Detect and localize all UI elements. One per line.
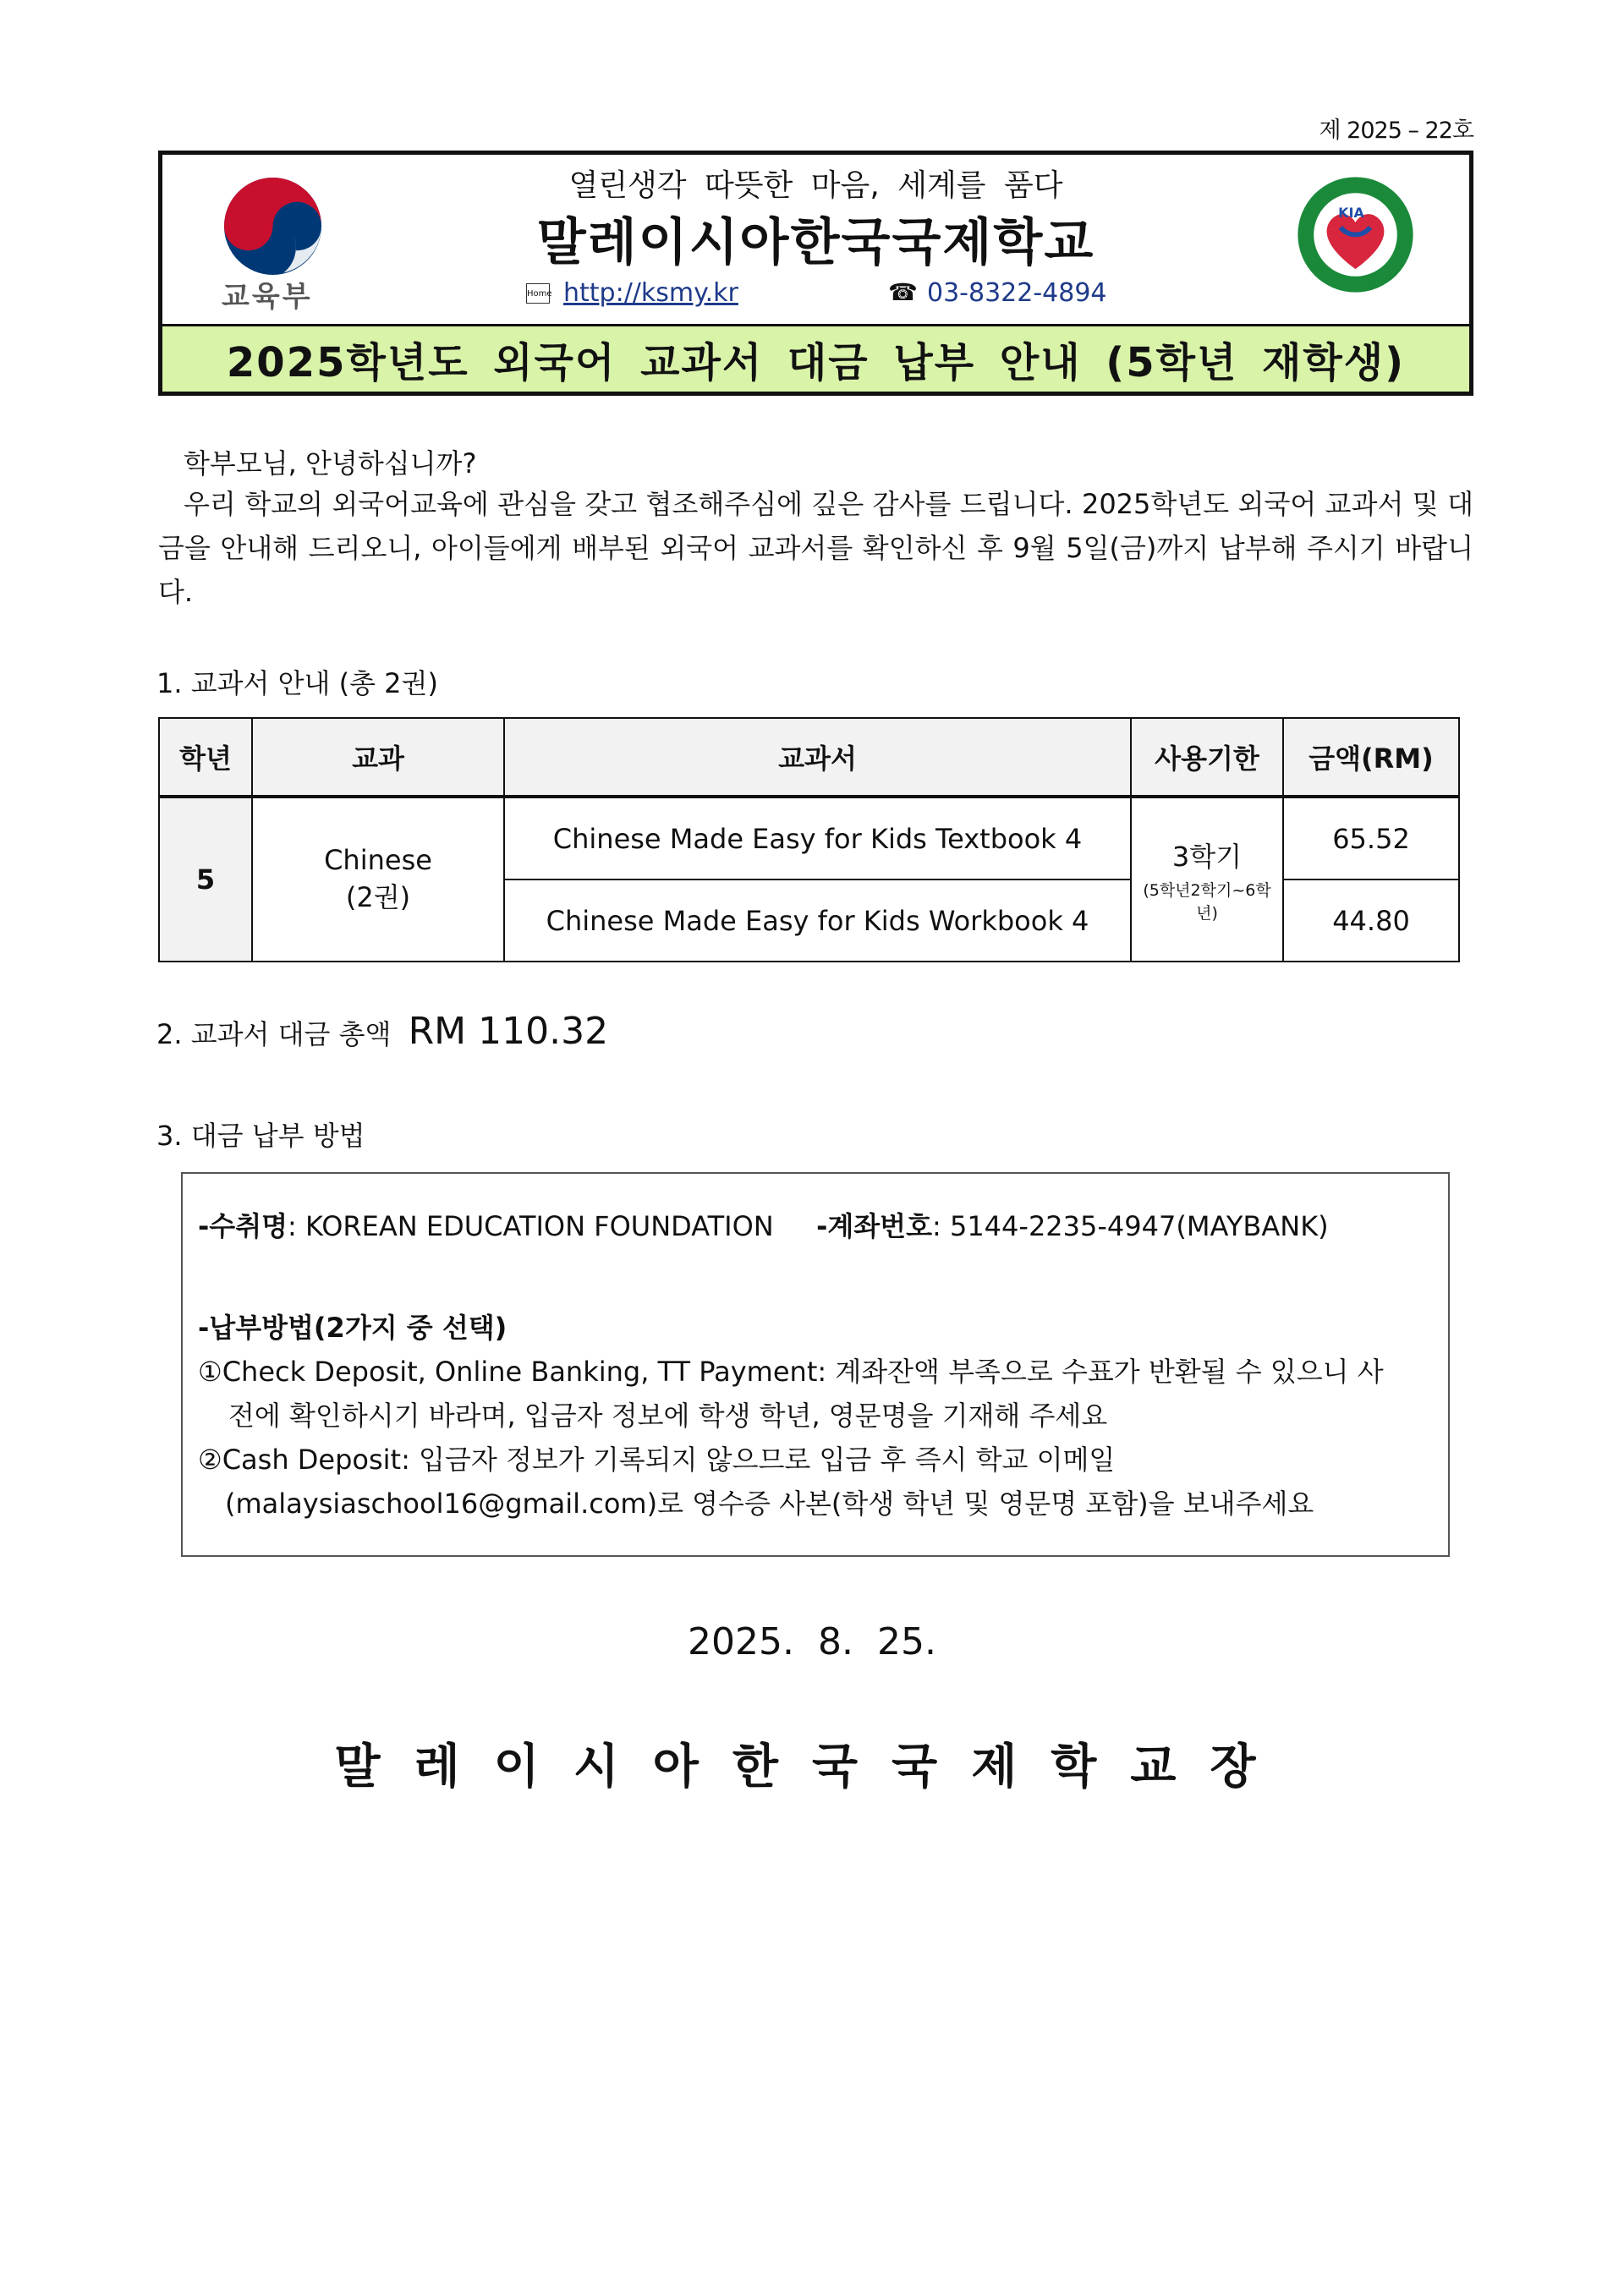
notice-title-banner: 2025학년도 외국어 교과서 대금 납부 안내 (5학년 재학생) — [162, 326, 1469, 392]
payee-label: -수취명 — [198, 1210, 288, 1242]
cell-grade: 5 — [159, 797, 252, 962]
method-1-line-2: 전에 확인하시기 바라며, 입금자 정보에 학생 학년, 영문명을 기재해 주세요 — [228, 1400, 1108, 1432]
letterhead-top — [162, 155, 1469, 327]
school-name: 말레이시아한국국제학교 — [536, 213, 1095, 272]
account-label: -계좌번호 — [816, 1210, 932, 1242]
total-amount: RM 110.32 — [408, 1010, 609, 1053]
home-icon: Home — [526, 283, 550, 304]
cell-book-title: Chinese Made Easy for Kids Workbook 4 — [504, 879, 1131, 962]
header-period: 사용기한 — [1131, 718, 1283, 797]
school-emblem-logo — [1294, 173, 1417, 296]
intro-paragraph — [158, 482, 1473, 614]
greeting-text: 학부모님, 안녕하십니까? — [184, 447, 477, 479]
principal-signature: 말레이시아한국국제학교장 — [334, 1740, 1290, 1795]
svg-text:KIA: KIA — [1338, 205, 1364, 222]
issue-date: 2025. 8. 25. — [688, 1620, 936, 1663]
method-2-line-2: (malaysiaschool16@gmail.com)로 영수증 사본(학생 학년 및 영문명 포함)을 보내주세요 — [225, 1488, 1314, 1520]
section-2-label: 2. 교과서 대금 총액 — [156, 1018, 392, 1050]
cell-book-title: Chinese Made Easy for Kids Textbook 4 — [504, 797, 1131, 879]
section-3-title: 3. 대금 납부 방법 — [156, 1120, 365, 1152]
section-2 — [156, 1010, 608, 1053]
greeting — [158, 441, 1473, 485]
payee-account-line — [198, 1204, 1433, 1248]
cell-subject — [252, 797, 504, 962]
intro-text: 우리 학교의 외국어교육에 관심을 갖고 협조해주심에 깊은 감사를 드립니다. 2025학년도 외국어 교과서 및 대금을 안내해 드리오니, 아이들에게 배부된 외국어 교과서를 확인하신 후 9월 5일(금)까지 납부해 주시기 바랍니다. — [158, 488, 1473, 608]
method-2-line-1: ②Cash Deposit: 입금자 정보가 기록되지 않으므로 입금 후 즉시 학교 이메일 — [198, 1444, 1116, 1476]
school-motto: 열린생각 따뜻한 마음, 세계를 품다 — [568, 168, 1063, 203]
period-value: 3학기 — [1171, 841, 1243, 873]
document-number: 제 2025 – 22호 — [1319, 118, 1473, 144]
contact-row — [162, 278, 1469, 312]
website-link[interactable]: http://ksmy.kr — [563, 278, 738, 308]
payee-value: : KOREAN EDUCATION FOUNDATION — [288, 1210, 774, 1242]
subject-name: Chinese — [324, 844, 432, 876]
period-note: (5학년2학기~6학년) — [1143, 881, 1271, 923]
table-row — [159, 797, 1459, 879]
payment-info-box — [181, 1172, 1450, 1557]
subject-count: (2권) — [345, 881, 411, 913]
payment-method-title: -납부방법(2가지 중 선택) — [198, 1312, 508, 1344]
cell-book-price: 44.80 — [1283, 879, 1459, 962]
header-subject: 교과 — [252, 718, 504, 797]
account-value: : 5144-2235-4947(MAYBANK) — [932, 1210, 1329, 1242]
header-textbook: 교과서 — [504, 718, 1131, 797]
textbook-table — [158, 717, 1460, 962]
header-price: 금액(RM) — [1283, 718, 1459, 797]
method-1-line-1: ①Check Deposit, Online Banking, TT Payment: 계좌잔액 부족으로 수표가 반환될 수 있으니 사 — [198, 1356, 1384, 1388]
table-header-row — [159, 718, 1459, 797]
ministry-label: 교육부 — [222, 280, 313, 314]
cell-period — [1131, 797, 1283, 962]
header-grade: 학년 — [159, 718, 252, 797]
cell-book-price: 65.52 — [1283, 797, 1459, 879]
letterhead — [158, 151, 1473, 396]
phone-icon: ☎ — [888, 278, 918, 306]
phone-number: 03-8322-4894 — [927, 278, 1107, 308]
section-1-title: 1. 교과서 안내 (총 2권) — [156, 667, 438, 699]
